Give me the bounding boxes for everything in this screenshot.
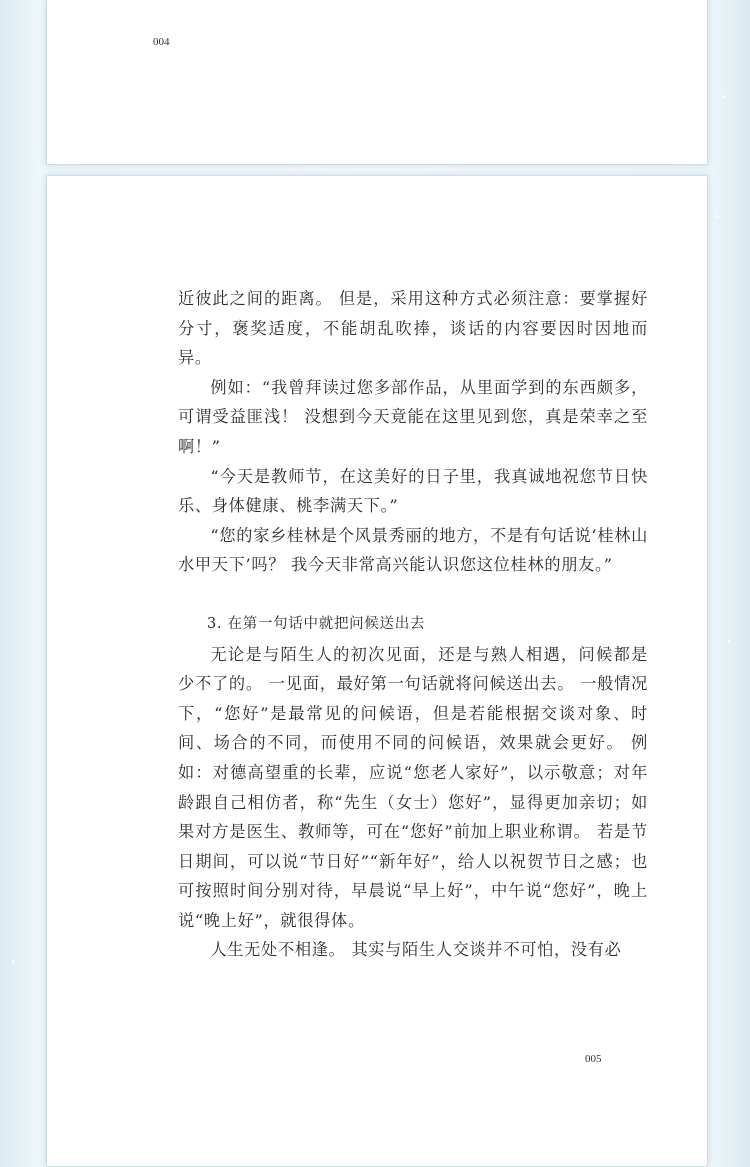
paragraph: “您的家乡桂林是个风景秀丽的地方，不是有句话说‘桂林山水甲天下’吗？ 我今天非常高兴能认识您这位桂林的朋友。” bbox=[178, 525, 648, 575]
snow-dot bbox=[716, 215, 719, 218]
paragraph: 近彼此之间的距离。 但是，采用这种方式必须注意：要掌握好分寸，褒奖适度，不能胡乱吹捧，谈话的内容要因时因地而异。 bbox=[178, 289, 648, 368]
snow-dot bbox=[722, 95, 725, 98]
paragraph: “今天是教师节，在这美好的日子里，我真诚地祝您节日快乐、身体健康、桃李满天下。” bbox=[178, 466, 648, 516]
page-body bbox=[178, 284, 648, 965]
page-top bbox=[46, 0, 708, 165]
paragraph: 例如：“我曾拜读过您多部作品，从里面学到的东西颇多，可谓受益匪浅！ 没想到今天竟能在这里见到您，真是荣幸之至啊！” bbox=[178, 377, 648, 456]
page-number: 005 bbox=[585, 1053, 602, 1065]
paragraph: 人生无处不相逢。 其实与陌生人交谈并不可怕，没有必 bbox=[210, 940, 622, 960]
page-number: 004 bbox=[153, 36, 170, 48]
paragraph: 无论是与陌生人的初次见面，还是与熟人相遇，问候都是少不了的。 一见面，最好第一句话就将问候送出去。 一般情况下，“您好”是最常见的问候语，但是若能根据交谈对象、时间、场合的不同，而使用不同的问候语，效果就会更好。 例如：对德高望重的长辈，应说“您老人家好”，以示敬意；对年龄跟自己相仿者，称“先生（女士）您好”，显得更加亲切；如果对方是医生、教师等，可在“您好”前加上职业称谓。 若是节日期间，可以说“节日好”“新年好”，给人以祝贺节日之感；也可按照时间分别对待，早晨说“早上好”，中午说“您好”，晚上说“晚上好”，就很得体。 bbox=[178, 644, 648, 930]
snow-dot bbox=[728, 640, 731, 643]
page-bottom bbox=[46, 175, 708, 1167]
section-heading: 3. 在第一句话中就把问候送出去 bbox=[207, 615, 426, 632]
snow-dot bbox=[12, 960, 15, 963]
